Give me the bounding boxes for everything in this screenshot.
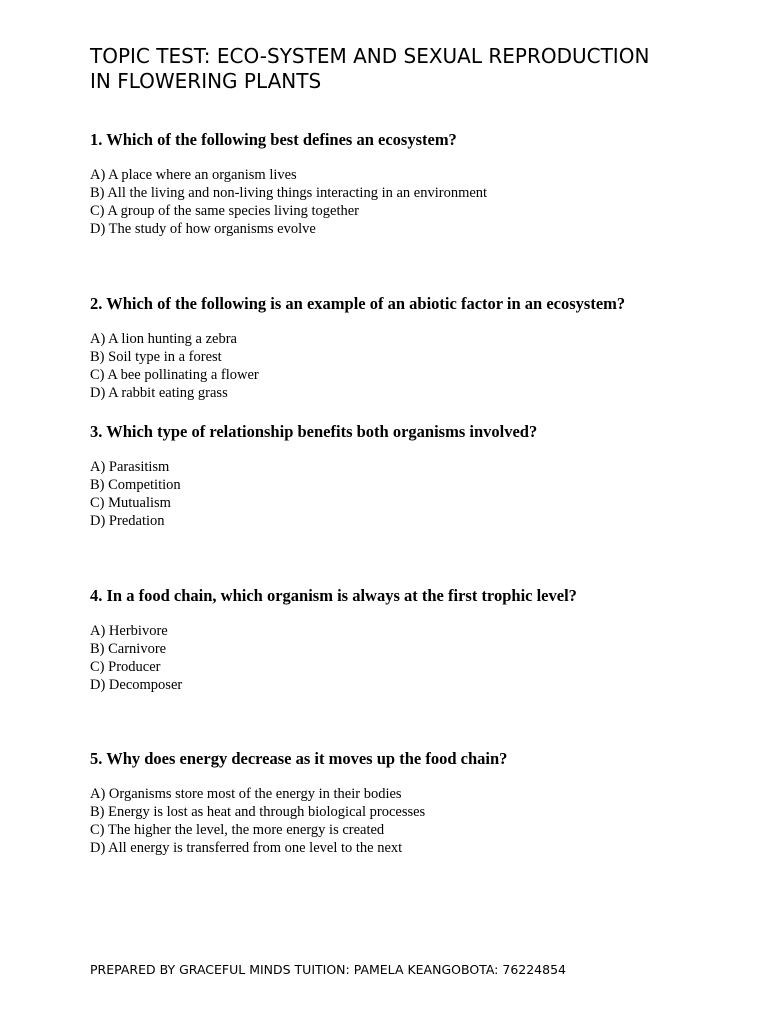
option-list — [90, 622, 750, 694]
option-d: D) Decomposer — [90, 677, 183, 693]
option-d: D) All energy is transferred from one level to the next — [90, 840, 403, 856]
option-c: C) Producer — [90, 659, 161, 675]
option-b: B) Soil type in a forest — [90, 349, 222, 365]
question-text: 5. Why does energy decrease as it moves up the food chain? — [90, 749, 508, 768]
question-text: 1. Which of the following best defines an ecosystem? — [90, 130, 457, 149]
option-d: D) The study of how organisms evolve — [90, 221, 316, 237]
option-list — [90, 785, 750, 857]
option-c: C) The higher the level, the more energy is created — [90, 822, 385, 838]
option-list — [90, 458, 750, 530]
page-title — [90, 44, 730, 94]
option-b: B) Carnivore — [90, 641, 167, 657]
option-c: C) A bee pollinating a flower — [90, 367, 259, 383]
option-b: B) Energy is lost as heat and through biological processes — [90, 804, 426, 820]
option-d: D) A rabbit eating grass — [90, 385, 228, 401]
question-1 — [90, 130, 750, 238]
question-2 — [90, 294, 750, 402]
option-b: B) Competition — [90, 477, 181, 493]
question-3 — [90, 422, 750, 530]
option-c: C) A group of the same species living together — [90, 203, 360, 219]
option-a: A) Parasitism — [90, 459, 170, 475]
option-c: C) Mutualism — [90, 495, 171, 511]
option-a: A) A lion hunting a zebra — [90, 331, 237, 347]
option-a: A) Herbivore — [90, 623, 168, 639]
option-b: B) All the living and non-living things interacting in an environment — [90, 185, 488, 201]
footer-credit: PREPARED BY GRACEFUL MINDS TUITION: PAMELA KEANGOBOTA: 76224854 — [90, 962, 566, 977]
question-text: 3. Which type of relationship benefits both organisms involved? — [90, 422, 538, 441]
option-list — [90, 330, 750, 402]
option-d: D) Predation — [90, 513, 165, 529]
question-4 — [90, 586, 750, 694]
option-list — [90, 166, 750, 238]
option-a: A) A place where an organism lives — [90, 167, 297, 183]
question-text: 2. Which of the following is an example of an abiotic factor in an ecosystem? — [90, 294, 626, 313]
title-line-2: IN FLOWERING PLANTS — [90, 69, 322, 93]
title-line-1: TOPIC TEST: ECO-SYSTEM AND SEXUAL REPRODUCTION — [90, 44, 650, 68]
question-text: 4. In a food chain, which organism is always at the first trophic level? — [90, 586, 577, 605]
question-5 — [90, 749, 750, 857]
option-a: A) Organisms store most of the energy in their bodies — [90, 786, 402, 802]
